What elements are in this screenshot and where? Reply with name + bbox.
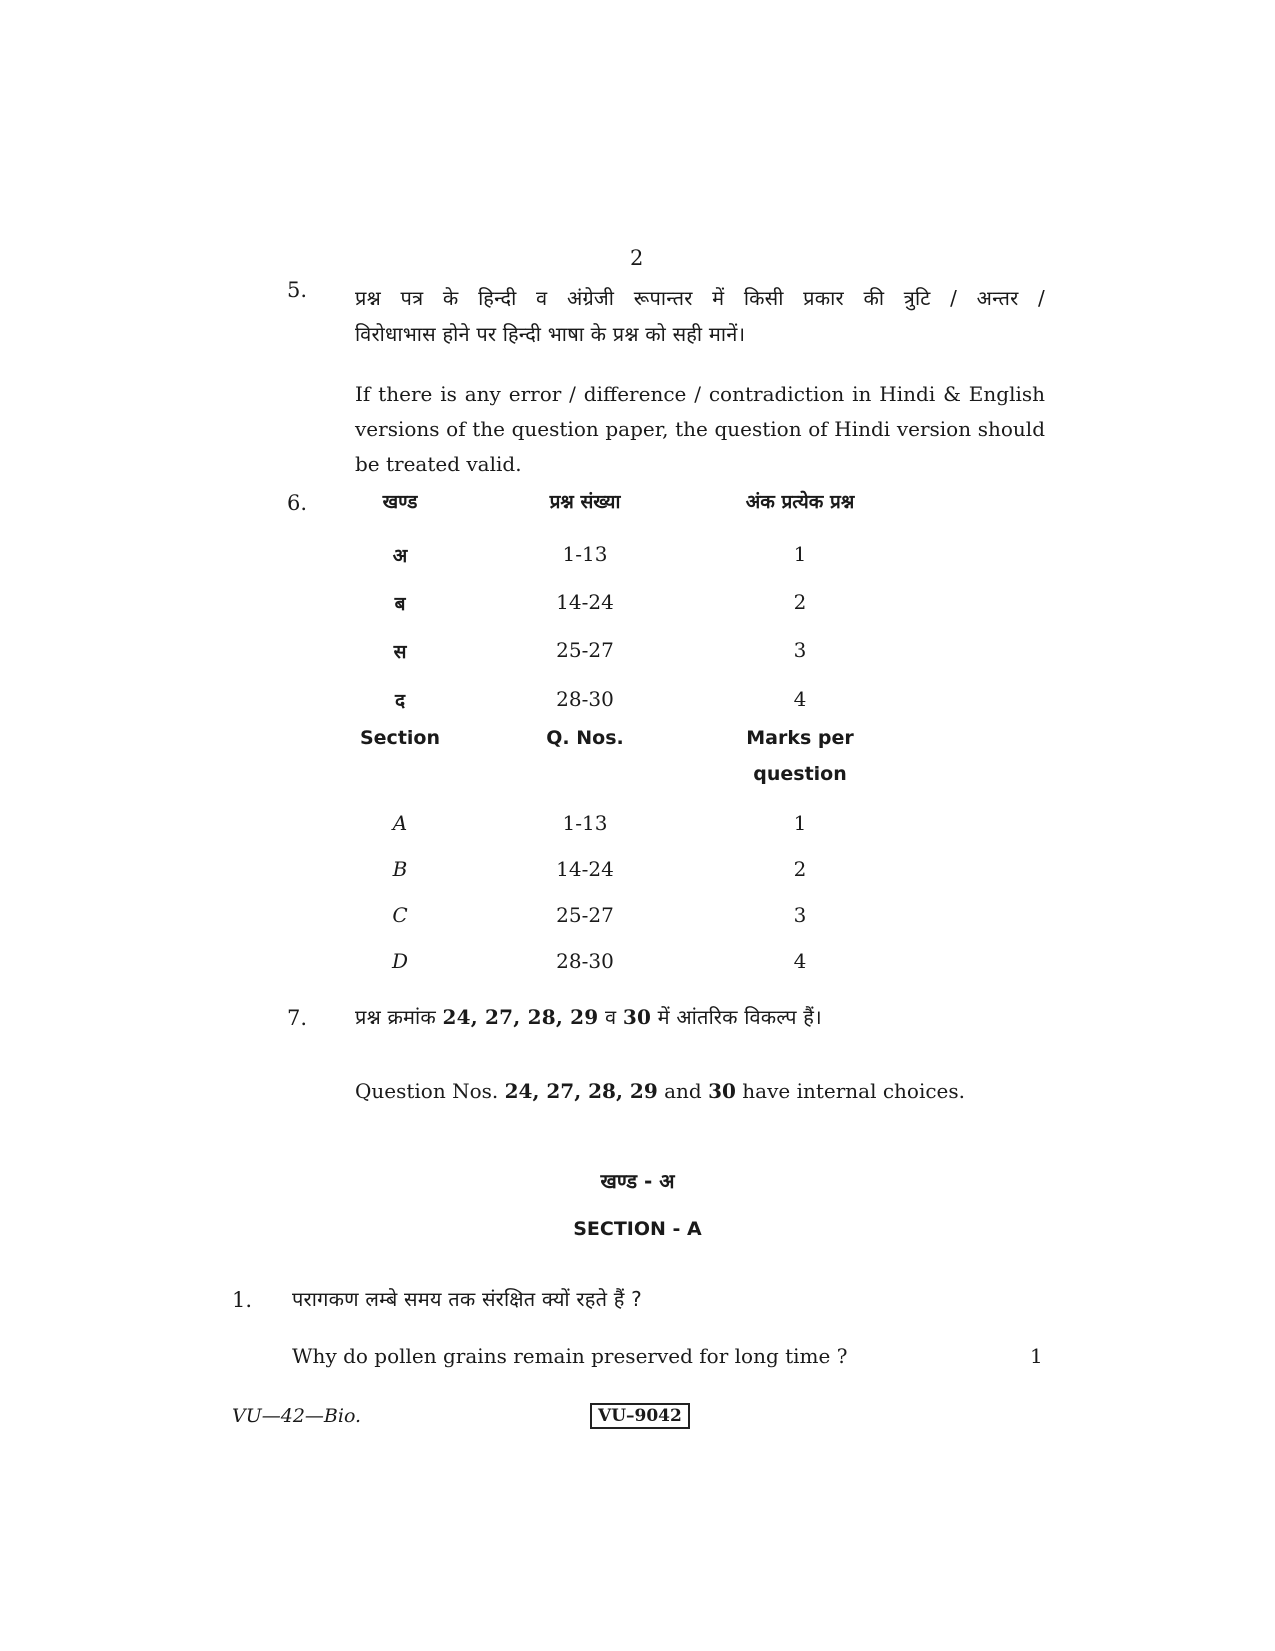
table-row [340, 857, 900, 889]
marks-cell: 3 [793, 638, 807, 662]
hindi-section-cell: द [394, 690, 406, 712]
qnos-cell: 14-24 [556, 857, 614, 881]
english-header-row-continued [340, 763, 900, 795]
qnos-cell: 14-24 [556, 590, 614, 614]
english-header-row [340, 727, 900, 759]
hindi-header-row [340, 488, 900, 520]
marks-cell: 4 [793, 949, 807, 973]
page-number: 2 [630, 246, 644, 270]
q6-number: 6. [287, 491, 308, 515]
q7-english-qno-last: 30 [708, 1079, 736, 1103]
qnos-cell: 25-27 [556, 638, 614, 662]
table-row [340, 590, 900, 622]
marks-cell: 2 [793, 590, 807, 614]
qnos-cell: 1-13 [562, 811, 608, 835]
qnos-cell: 1-13 [562, 542, 608, 566]
q7-english [355, 1079, 965, 1103]
q7-english-qnos: 24, 27, 28, 29 [504, 1079, 658, 1103]
q7-english-and: and [664, 1079, 702, 1103]
english-section-cell: A [392, 811, 408, 835]
table-row [340, 903, 900, 935]
q1-hindi: परागकण लम्बे समय तक संरक्षित क्यों रहते हैं ? [292, 1287, 642, 1311]
hindi-section-cell: स [393, 641, 407, 663]
english-header-marks-line1: Marks per [746, 727, 854, 749]
english-section-cell: D [391, 949, 409, 973]
marks-cell: 2 [793, 857, 807, 881]
english-header-marks-line2: question [753, 763, 847, 785]
q5-english: If there is any error / difference / contradiction in Hindi & English versions of the question paper, the question of Hindi version should be treated valid. [355, 382, 1045, 476]
q1-marks: 1 [1030, 1344, 1043, 1368]
table-row [340, 542, 900, 574]
q5-hindi-line1: प्रश्न पत्र के हिन्दी व अंग्रेजी रूपान्तर में किसी प्रकार की त्रुटि / अन्तर / [355, 286, 1045, 310]
q7-english-suffix: have internal choices. [742, 1079, 966, 1103]
q7-hindi-qnos: 24, 27, 28, 29 [442, 1005, 599, 1029]
table-row [340, 949, 900, 981]
english-section-cell: B [392, 857, 408, 881]
paper-code-box: VU–9042 [590, 1403, 690, 1429]
marks-cell: 3 [793, 903, 807, 927]
q7-hindi-qno-last: 30 [622, 1005, 652, 1029]
q7-number: 7. [287, 1006, 308, 1030]
hindi-section-cell: ब [394, 593, 406, 615]
q7-hindi-prefix: प्रश्न क्रमांक [355, 1005, 436, 1029]
qnos-cell: 25-27 [556, 903, 614, 927]
q1-number: 1. [232, 1288, 253, 1312]
hindi-section-cell: अ [392, 545, 408, 567]
section-title-hindi: खण्ड - अ [600, 1169, 675, 1193]
q1-english: Why do pollen grains remain preserved for long time ? [292, 1344, 848, 1368]
qnos-cell: 28-30 [556, 687, 614, 711]
qnos-cell: 28-30 [556, 949, 614, 973]
english-header-qnos: Q. Nos. [546, 727, 624, 749]
hindi-header-qnos: प्रश्न संख्या [549, 491, 621, 513]
q7-hindi-suffix: में आंतरिक विकल्प हैं। [657, 1005, 822, 1029]
marks-cell: 1 [793, 811, 807, 835]
section-title-english: SECTION - A [573, 1218, 702, 1240]
marks-cell: 4 [793, 687, 807, 711]
english-header-section: Section [359, 727, 440, 749]
table-row [340, 687, 900, 719]
q7-english-prefix: Question Nos. [355, 1079, 499, 1103]
q7-hindi-and: व [604, 1005, 617, 1029]
marks-cell: 1 [793, 542, 807, 566]
table-row [340, 811, 900, 843]
paper-code: VU—42—Bio. [232, 1405, 362, 1427]
table-row [340, 638, 900, 670]
hindi-header-marks: अंक प्रत्येक प्रश्न [745, 491, 855, 513]
q5-number: 5. [287, 278, 308, 302]
hindi-header-section: खण्ड [382, 491, 418, 513]
q7-hindi [355, 1003, 822, 1030]
english-section-cell: C [392, 903, 408, 927]
q5-hindi-line2: विरोधाभास होने पर हिन्दी भाषा के प्रश्न को सही मानें। [355, 322, 746, 346]
